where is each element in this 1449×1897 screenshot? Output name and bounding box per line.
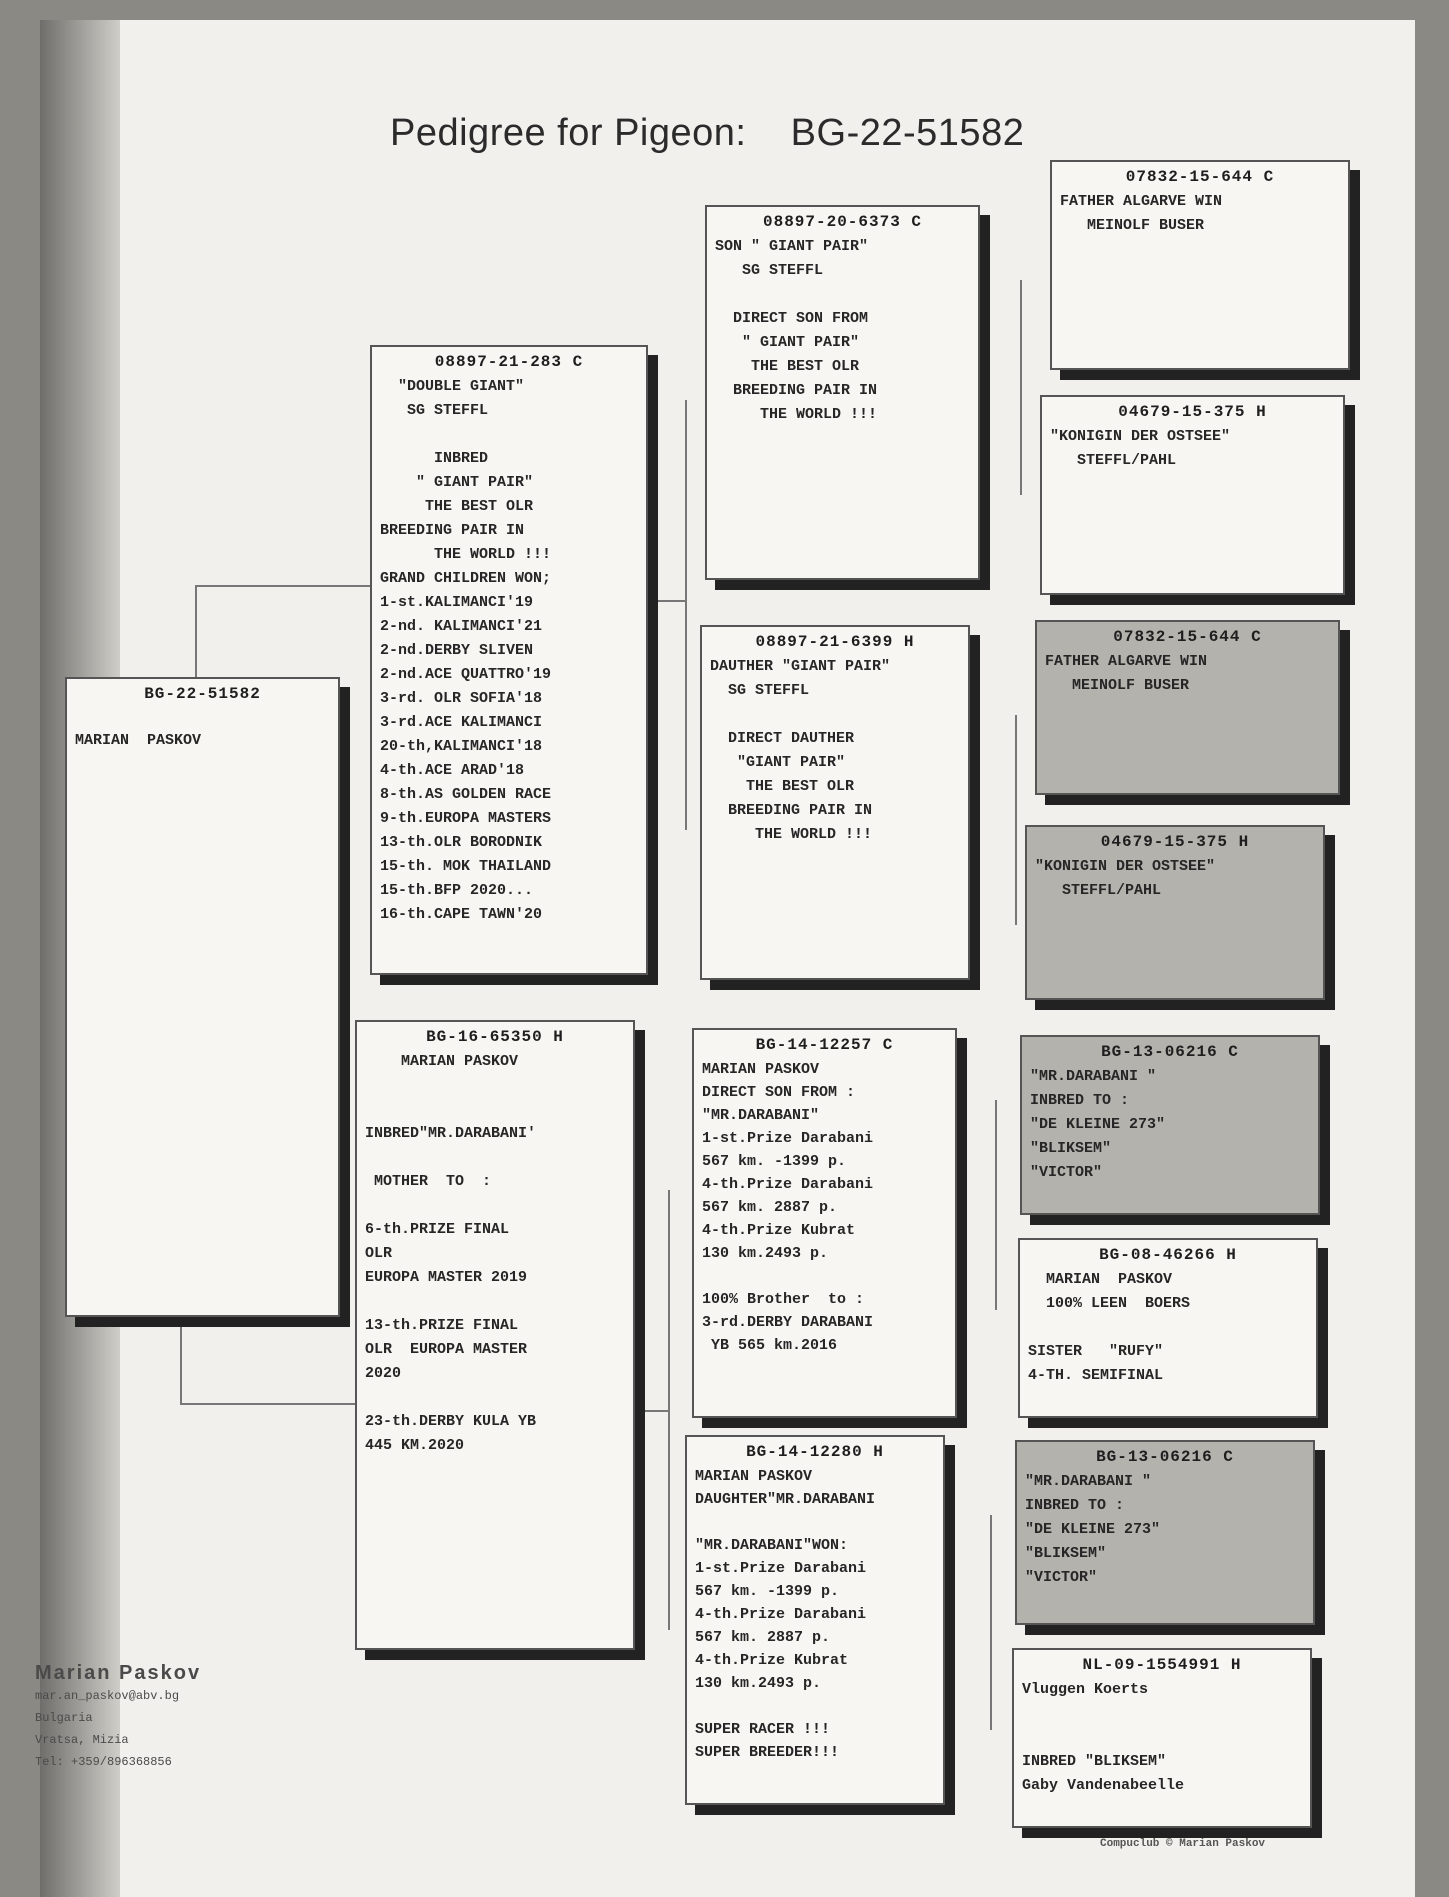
- pedigree-notes: MARIAN PASKOV 100% LEEN BOERS SISTER "RUFY" 4-TH. SEMIFINAL: [1028, 1271, 1191, 1384]
- ring-number: BG-22-51582: [144, 685, 261, 703]
- ring-number: 08897-21-6399 H: [755, 633, 915, 651]
- pedigree-notes: MARIAN PASKOV INBRED"MR.DARABANI' MOTHER TO : 6-th.PRIZE FINAL OLR EUROPA MASTER 2019 13-th.PRIZE FINAL OLR EUROPA MASTER 2020 23-th.DERBY KULA YB 445 KM.2020: [365, 1053, 537, 1454]
- pedigree-notes: MARIAN PASKOV DAUGHTER"MR.DARABANI "MR.DARABANI"WON: 1-st.Prize Darabani 567 km. -1399 p. 4-th.Prize Darabani 567 km. 2887 p. 4-th.Prize Kubrat 130 km.2493 p. SUPER RACER !!! SUPER BREEDER!!!: [695, 1468, 876, 1761]
- contact-phone: Tel: +359/896368856: [35, 1755, 172, 1769]
- pedigree-notes: MARIAN PASKOV: [75, 732, 202, 749]
- pedigree-box-sire-sire-dam[interactable]: [1040, 395, 1345, 595]
- connector-line: [685, 400, 687, 830]
- ring-number: BG-13-06216 C: [1101, 1043, 1239, 1061]
- connector-line: [990, 1515, 992, 1730]
- connector-line: [195, 585, 370, 587]
- pedigree-box-dam-sire[interactable]: [692, 1028, 957, 1418]
- page-title: Pedigree for Pigeon: BG-22-51582: [390, 112, 1025, 154]
- pedigree-notes: Vluggen Koerts INBRED "BLIKSEM" Gaby Vandenabeelle: [1022, 1681, 1185, 1794]
- ring-number: BG-13-06216 C: [1096, 1448, 1234, 1466]
- contact-country: Bulgaria: [35, 1711, 93, 1725]
- connector-line: [195, 585, 197, 680]
- pedigree-box-dam-sire-sire[interactable]: [1020, 1035, 1320, 1215]
- pedigree-notes: SON " GIANT PAIR" SG STEFFL DIRECT SON FROM " GIANT PAIR" THE BEST OLR BREEDING PAIR IN THE WORLD !!!: [715, 238, 878, 423]
- connector-line: [995, 1100, 997, 1310]
- pedigree-box-dam-dam[interactable]: [685, 1435, 945, 1805]
- pedigree-box-subject[interactable]: [65, 677, 340, 1317]
- connector-line: [1020, 280, 1022, 495]
- ring-number: BG-16-65350 H: [426, 1028, 564, 1046]
- ring-number: 04679-15-375 H: [1100, 833, 1250, 851]
- ring-number: BG-14-12257 C: [755, 1036, 894, 1054]
- pedigree-box-sire-dam-dam[interactable]: [1025, 825, 1325, 1000]
- pedigree-box-dam-dam-sire[interactable]: [1015, 1440, 1315, 1625]
- pedigree-box-sire-sire[interactable]: [705, 205, 980, 580]
- ring-number: 07832-15-644 C: [1125, 168, 1275, 186]
- pedigree-box-dam-dam-dam[interactable]: [1012, 1648, 1312, 1828]
- contact-city: Vratsa, Mizia: [35, 1733, 129, 1747]
- pedigree-box-sire-sire-sire[interactable]: [1050, 160, 1350, 370]
- pedigree-notes: "MR.DARABANI " INBRED TO : "DE KLEINE 273" "BLIKSEM" "VICTOR": [1030, 1068, 1166, 1181]
- pedigree-notes: DAUTHER "GIANT PAIR" SG STEFFL DIRECT DAUTHER "GIANT PAIR" THE BEST OLR BREEDING PAIR IN THE WORLD !!!: [710, 658, 891, 843]
- connector-line: [180, 1403, 360, 1405]
- ring-number: 04679-15-375 H: [1118, 403, 1267, 421]
- pedigree-notes: "KONIGIN DER OSTSEE" STEFFL/PAHL: [1050, 428, 1231, 469]
- copyright-note: Compuclub © Marian Paskov: [1100, 1838, 1266, 1850]
- ring-number: 08897-21-283 C: [434, 353, 584, 371]
- owner-contact: [35, 1662, 325, 1773]
- ring-number: NL-09-1554991 H: [1082, 1656, 1242, 1674]
- pedigree-box-dam[interactable]: [355, 1020, 635, 1650]
- pedigree-notes: "MR.DARABANI " INBRED TO : "DE KLEINE 273" "BLIKSEM" "VICTOR": [1025, 1473, 1161, 1586]
- contact-email: mar.an_paskov@abv.bg: [35, 1689, 180, 1703]
- pedigree-box-sire-dam-sire[interactable]: [1035, 620, 1340, 795]
- connector-line: [180, 1320, 182, 1405]
- ring-number: 07832-15-644 C: [1113, 628, 1262, 646]
- ring-number: BG-08-46266 H: [1099, 1246, 1237, 1264]
- ring-number: BG-14-12280 H: [746, 1443, 884, 1461]
- pedigree-notes: FATHER ALGARVE WIN MEINOLF BUSER: [1060, 193, 1223, 234]
- ring-number: 08897-20-6373 C: [762, 213, 923, 231]
- pedigree-notes: "KONIGIN DER OSTSEE" STEFFL/PAHL: [1035, 858, 1216, 899]
- pedigree-box-sire-dam[interactable]: [700, 625, 970, 980]
- connector-line: [655, 600, 687, 602]
- pedigree-notes: "DOUBLE GIANT" SG STEFFL INBRED " GIANT PAIR" THE BEST OLR BREEDING PAIR IN THE WORLD !!! GRAND CHILDREN WON; 1-st.KALIMANCI'19 2-nd. KALIMANCI'21 2-nd.DERBY SLIVEN 2-nd.ACE QUATTRO'19 3-rd. OLR SOFIA'18 3-rd.ACE KALIMANCI 20-th,KALIMANCI'18 4-th.ACE ARAD'18 8-th.AS GOLDEN RACE 9-th.EUROPA MASTERS 13-th.OLR BORODNIK 15-th. MOK THAILAND 15-th.BFP 2020... 16-th.CAPE TAWN'20: [380, 378, 552, 923]
- owner-name: Marian Paskov: [35, 1662, 202, 1684]
- pedigree-notes: FATHER ALGARVE WIN MEINOLF BUSER: [1045, 653, 1208, 694]
- pedigree-notes: MARIAN PASKOV DIRECT SON FROM : "MR.DARABANI" 1-st.Prize Darabani 567 km. -1399 p. 4-th.Prize Darabani 567 km. 2887 p. 4-th.Prize Kubrat 130 km.2493 p. 100% Brother to : 3-rd.DERBY DARABANI YB 565 km.2016: [702, 1061, 874, 1354]
- connector-line: [1015, 715, 1017, 925]
- pedigree-box-dam-sire-dam[interactable]: [1018, 1238, 1318, 1418]
- connector-line: [640, 1410, 670, 1412]
- pedigree-box-sire[interactable]: [370, 345, 648, 975]
